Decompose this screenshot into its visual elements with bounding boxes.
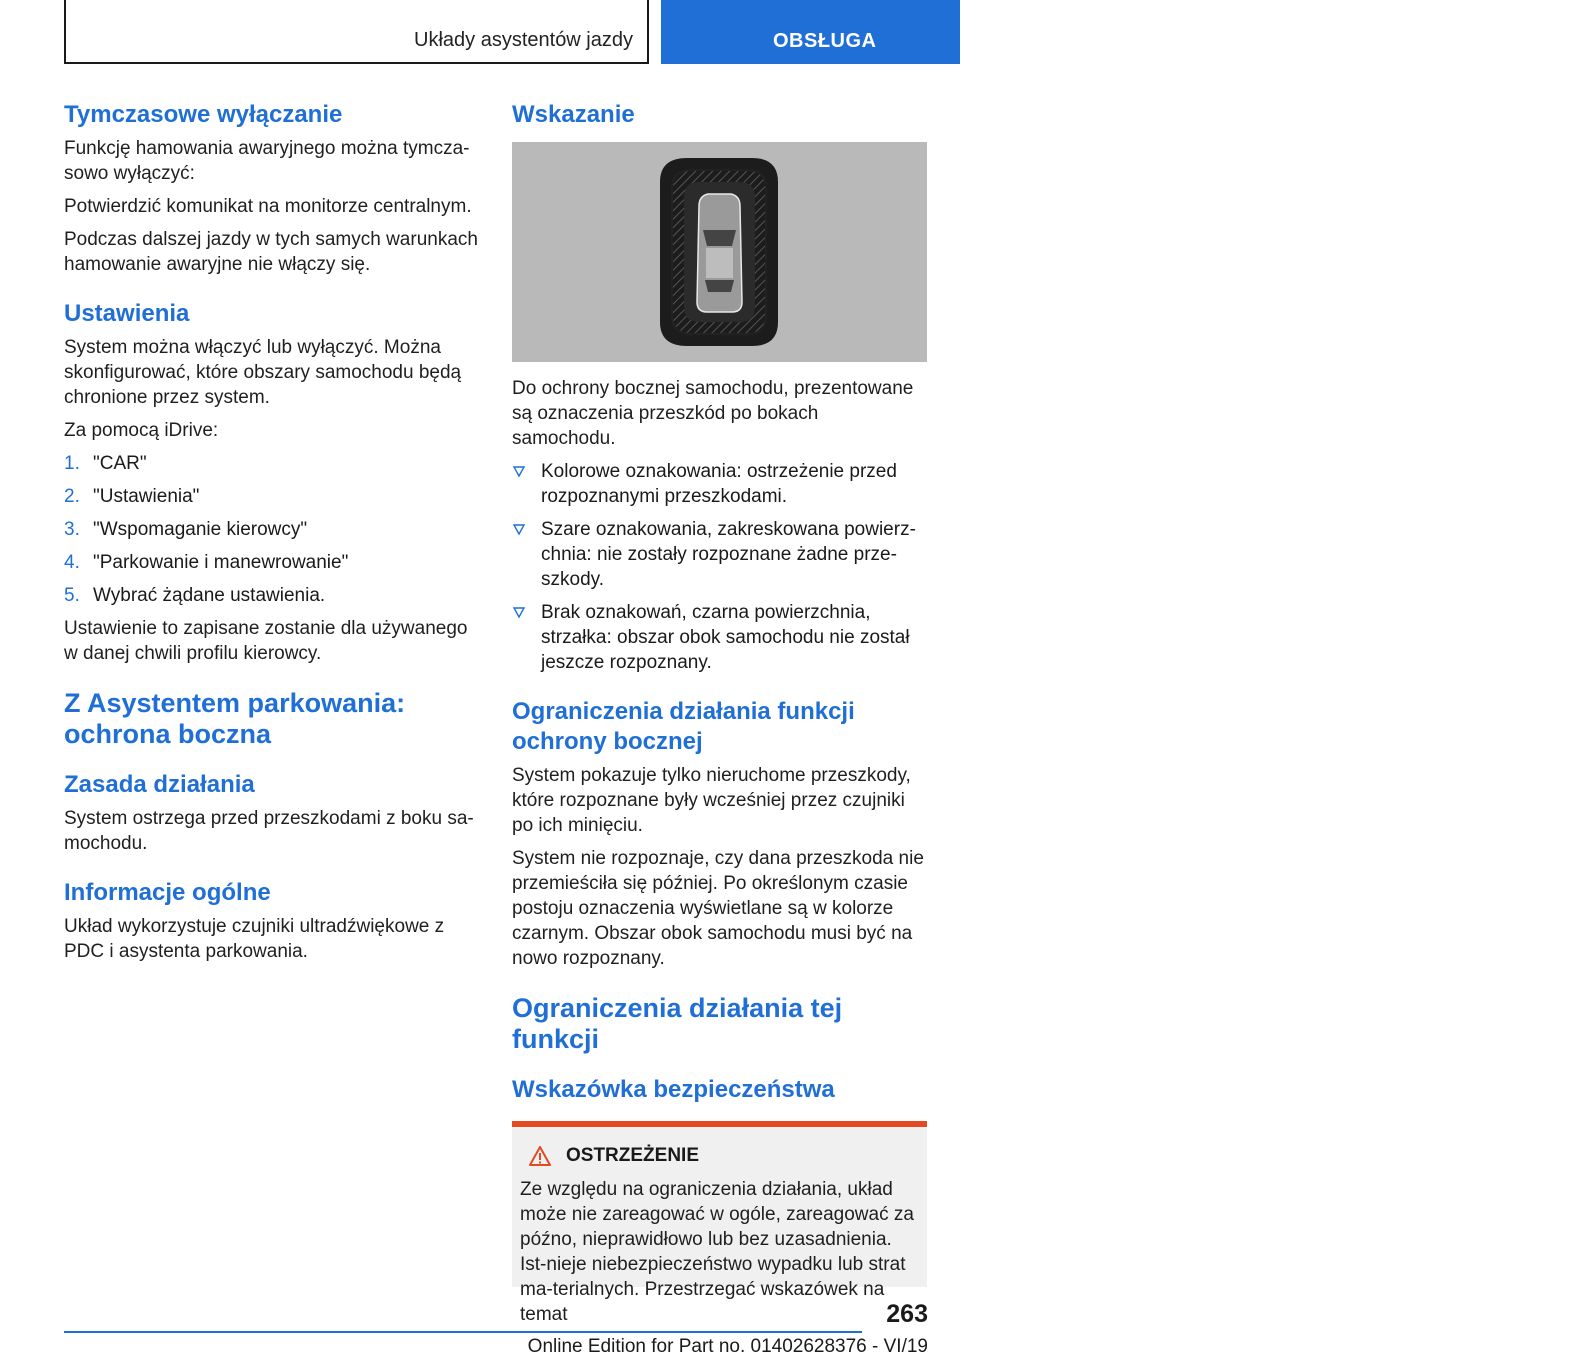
list-item (64, 550, 479, 575)
step-number: 1. (64, 453, 80, 474)
paragraph: System pokazuje tylko nieruchome przeszkody, które rozpoznane były wcześniej przez czujniki po ich minięciu. (512, 765, 911, 836)
idrive-steps-list (64, 451, 479, 608)
step-text: "Wspomaganie kierowcy" (93, 519, 308, 540)
bullet-text: Szare oznakowania, zakreskowana powierz-chnia: nie zostały rozpoznane żadne prze-szkody. (541, 519, 916, 590)
paragraph: System nie rozpoznaje, czy dana przeszkoda nie przemieściła się później. Po określonym czasie postoju oznaczenia wyświetlane są w kolorze czarnym. Obszar obok samochodu musi być na nowo rozpoznany. (512, 848, 924, 969)
warning-title: OSTRZEŻENIE (566, 1145, 700, 1166)
list-item (64, 484, 479, 509)
step-number: 3. (64, 519, 80, 540)
list-item (512, 600, 927, 675)
list-item (64, 583, 479, 608)
pointing-hand-icon (1554, 26, 1578, 54)
warning-header (520, 1145, 919, 1167)
paragraph: Potwierdzić komunikat na monitorze centralnym. (64, 196, 472, 217)
triangle-bullet-icon (514, 608, 524, 618)
paragraph: Za pomocą iDrive: (64, 420, 219, 441)
step-text: Wybrać żądane ustawienia. (93, 585, 326, 606)
header-chapter-title: OBSŁUGA (773, 30, 877, 52)
heading-general-info: Informacje ogólne (64, 879, 271, 906)
list-item (512, 517, 927, 592)
step-number: 5. (64, 585, 80, 606)
heading-principle: Zasada działania (64, 771, 255, 798)
heading-parking-assistant: Z Asystentem parkowania: ochrona boczna (64, 688, 406, 749)
heading-function-limits: Ograniczenia działania tej funkcji (512, 993, 843, 1054)
paragraph: Do ochrony bocznej samochodu, prezentowane są oznaczenia przeszkód po bokach samochodu. (512, 378, 914, 449)
paragraph: System ostrzega przed przeszkodami z boku sa-mochodu. (64, 808, 474, 854)
paragraph: Układ wykorzystuje czujniki ultradźwiękowe z PDC i asystenta parkowania. (64, 916, 445, 962)
list-item (64, 451, 479, 476)
footer-edition: Online Edition for Part no. 01402628376 - VI/19 (527, 1336, 928, 1357)
step-text: "CAR" (93, 453, 147, 474)
header-section-title: Układy asystentów jazdy (414, 29, 633, 51)
paragraph: System można włączyć lub wyłączyć. Można skonfigurować, które obszary samochodu będą chronione przez system. (64, 337, 462, 408)
paragraph: Podczas dalszej jazdy w tych samych warunkach hamowanie awaryjne nie włączy się. (64, 229, 478, 275)
left-column (64, 100, 479, 972)
heading-side-protection-limits: Ograniczenia działania funkcji ochrony bocznej (512, 698, 855, 755)
heading-display: Wskazanie (512, 101, 635, 128)
heading-temporary-disable: Tymczasowe wyłączanie (64, 101, 343, 128)
car-top-view-illustration (512, 142, 927, 362)
list-item (64, 517, 479, 542)
warning-text: Ze względu na ograniczenia działania, układ może nie zareagować w ogóle, zareagować za późno, nieprawidłowo lub bez uzasadnienia. Ist-nieje niebezpieczeństwo wypadku lub strat ma-terialnych. Przestrzegać wskazówek na temat (520, 1179, 914, 1325)
step-number: 4. (64, 552, 80, 573)
bullet-text: Kolorowe oznakowania: ostrzeżenie przed rozpoznanymi przeszkodami. (541, 461, 897, 507)
step-text: "Ustawienia" (93, 486, 200, 507)
paragraph: Ustawienie to zapisane zostanie dla używanego w danej chwili profilu kierowcy. (64, 618, 468, 664)
heading-settings: Ustawienia (64, 300, 190, 327)
marking-legend-list (512, 459, 927, 675)
heading-safety-note: Wskazówka bezpieczeństwa (512, 1076, 835, 1103)
triangle-bullet-icon (514, 467, 524, 477)
page-number: 263 (886, 1300, 928, 1328)
header-chapter-tab[interactable] (661, 0, 960, 64)
header-section-box (64, 0, 649, 64)
paragraph: Funkcję hamowania awaryjnego można tymcza-sowo wyłączyć: (64, 138, 470, 184)
step-text: "Parkowanie i manewrowanie" (93, 552, 349, 573)
triangle-bullet-icon (514, 525, 524, 535)
step-number: 2. (64, 486, 80, 507)
list-item (512, 459, 927, 509)
bullet-text: Brak oznakowań, czarna powierzchnia, strzałka: obszar obok samochodu nie został jeszcze rozpoznany. (541, 602, 910, 673)
side-protection-display-image (512, 142, 927, 362)
footer-divider (64, 1331, 862, 1333)
warning-triangle-icon (528, 1145, 552, 1167)
